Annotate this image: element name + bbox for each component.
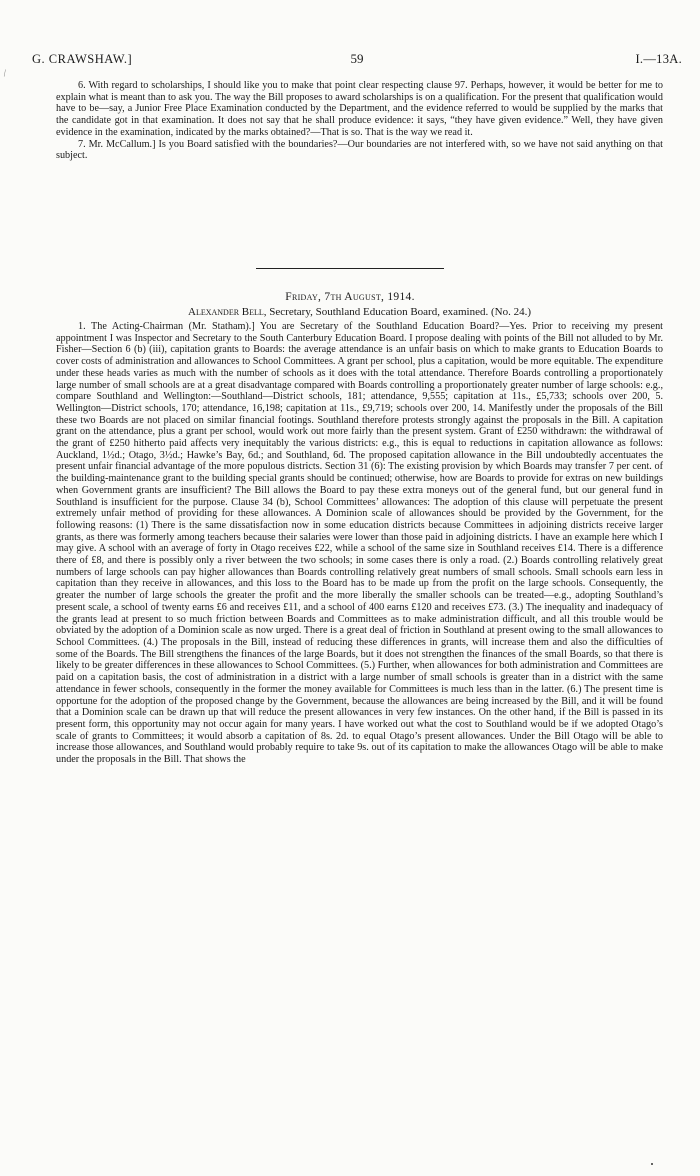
document-code: I.—13A.	[635, 52, 682, 66]
scan-speck	[651, 1163, 653, 1165]
page-number: 59	[350, 51, 364, 66]
running-header	[32, 50, 682, 68]
header-author: G. CRAWSHAW.]	[32, 52, 133, 66]
paragraph-6: 6. With regard to scholarships, I should like you to make that point clear respecting clause 97. Perhaps, however, it would be better for me to explain what is meant than to ask you. The way the Bill proposes to award scholarships is on a qualification. For the present that qualification would have to be—say, a Junior Free Place Examination conducted by the Department, and the evidence referred to would be supplied by the marks that the candidate got in that examination. It does not say that he shall produce evidence: it says, “they have given evidence.” Well, they have given evidence in the examination, indicated by the marks obtained?—That is so. That is the way we read it.	[56, 80, 663, 138]
section-divider	[256, 268, 444, 269]
paragraph-1: 1. The Acting-Chairman (Mr. Statham).] You are Secretary of the Southland Education Board?—Yes. Prior to receiving my present appointment I was Inspector and Secretary to the South Canterbury Education Board. I propose dealing with points of the Bill not alluded to by Mr. Fisher—Section 6 (b) (iii), capitation grants to Boards: the average attendance is an unfair basis on which to make grants to Education Boards to cover costs of administration and allowances to School Committees. A grant per school, plus a capitation, would be more equitable. The expenditure under these heads varies as much with the number of schools as it does with the total attendance. Therefore Boards controlling a proportionately large number of small schools are at a great disadvantage compared with Boards controlling a proportionately greater number of large schools: e.g., compare Southland and Wellington:—Southland—District schools, 181; attendance, 9,555; capitation at 11s., £5,733; schools over 200, 5. Wellington—District schools, 170; attendance, 16,198; capitation at 11s., £9,719; schools over 200, 14. Manifestly under the proposals of the Bill these two Boards are not placed on similar financial footings. Southland therefore protests strongly against the proposals in the Bill. A capitation grant on the attendance, plus a grant per school, would work out more fairly than the present system. Grant of £250 withdrawn: the withdrawal of the grant of £250 hitherto paid affects very inequitably the various districts: e.g., this is equal to reductions in capitation allowance as follows: Auckland, 1½d.; Otago, 3½d.; Hawke’s Bay, 6d.; and Southland, 6d. The proposed capitation allowance in the Bill undoubtedly accentuates the present unfair financial advantage of the more populous districts. Section 31 (6): The existing provision by which Boards may transfer 7 per cent. of the building-maintenance grant to the building special grants should be continued; otherwise, how are Boards to provide for extras on new buildings when Government grants are insufficient? The Bill allows the Board to pay these extra moneys out of the general fund, but our general fund in Southland is insufficient for the purpose. Clause 34 (b), School Committees’ allowances: The adoption of this clause will perpetuate the present extremely unfair method of providing for these allowances. A Dominion scale of allowances should be provided by the Government, for the following reasons: (1) There is the same dissatisfaction now in some education districts because Committees in adjoining districts receive larger grants, as there was formerly among teachers because their salaries were lower than those paid in adjoining districts. I have an example here which I may give. A school with an average of forty in Otago receives £22, while a school of the same size in Southland receives £14. There is a difference there of £8, and there is possibly only a river between the two schools; in some cases there is only a road. (2.) Boards controlling relatively great numbers of large schools can pay higher allowances than Boards controlling relatively great numbers of small schools. Small schools earn less in capitation than they receive in allowances, and this loss to the Board has to be made up from the profit on the large schools. Consequently, the greater the number of large schools the greater the profit and the more liberally the smaller schools can be treated—e.g., adopting Southland’s present scale, a school of twenty earns £6 and receives £11, and a school of 400 earns £120 and receives £73. (3.) The inequality and inadequacy of the grants lead at present to so much friction between Boards and Committees as to make administration difficult, and all this trouble would be obviated by the adoption of a Dominion scale as now urged. There is a great deal of friction in Southland at present owing to the small allowances to School Committees. (4.) The proposals in the Bill, instead of reducing these differences in grants, will increase them and also the difficulties of some of the Boards. The Bill strengthens the finances of the large Boards, but it does not strengthen the finances of the small Boards, so that there is likely to be greater differences in these allowances to School Committees. (5.) Further, when allowances for both administration and Committees are paid on a capitation basis, the cost of administration in a district with a large number of small schools is greater than in a district with the same attendance in fewer schools, consequently in the former the money available for Committees is much less than in the latter. (6.) The present time is opportune for the adoption of the proposed change by the Government, because the allowances are being increased by the Bill, and it will be found that a Dominion scale can be drawn up that will reduce the present allowances in very few instances. On the other hand, if the Bill is passed in its present form, this opportunity may not occur again for many years. I have worked out what the cost to Southland would be if we adopted Otago’s scale of grants to Committees; it would absorb a capitation of 8s. 2d. to equal Otago’s present allowances. Under the Bill Otago will be able to increase those allowances, and Southland would probably require to take 9s. out of its capitation to make the allowances Otago will be able to make under the proposals in the Bill. That shows the	[56, 321, 663, 766]
scan-mark-icon: ⁄	[1, 68, 8, 78]
testimony-section-1	[56, 80, 663, 162]
witness-heading	[56, 306, 663, 318]
paragraph-7: 7. Mr. McCallum.] Is you Board satisfied with the boundaries?—Our boundaries are not interfered with, so we have not said anything on that subject.	[56, 138, 663, 162]
witness-description: , Secretary, Southland Education Board, examined. (No. 24.)	[263, 306, 531, 318]
testimony-section-2	[56, 321, 663, 766]
witness-name: Alexander Bell	[188, 306, 264, 318]
session-date: Friday, 7th August, 1914.	[285, 291, 415, 303]
